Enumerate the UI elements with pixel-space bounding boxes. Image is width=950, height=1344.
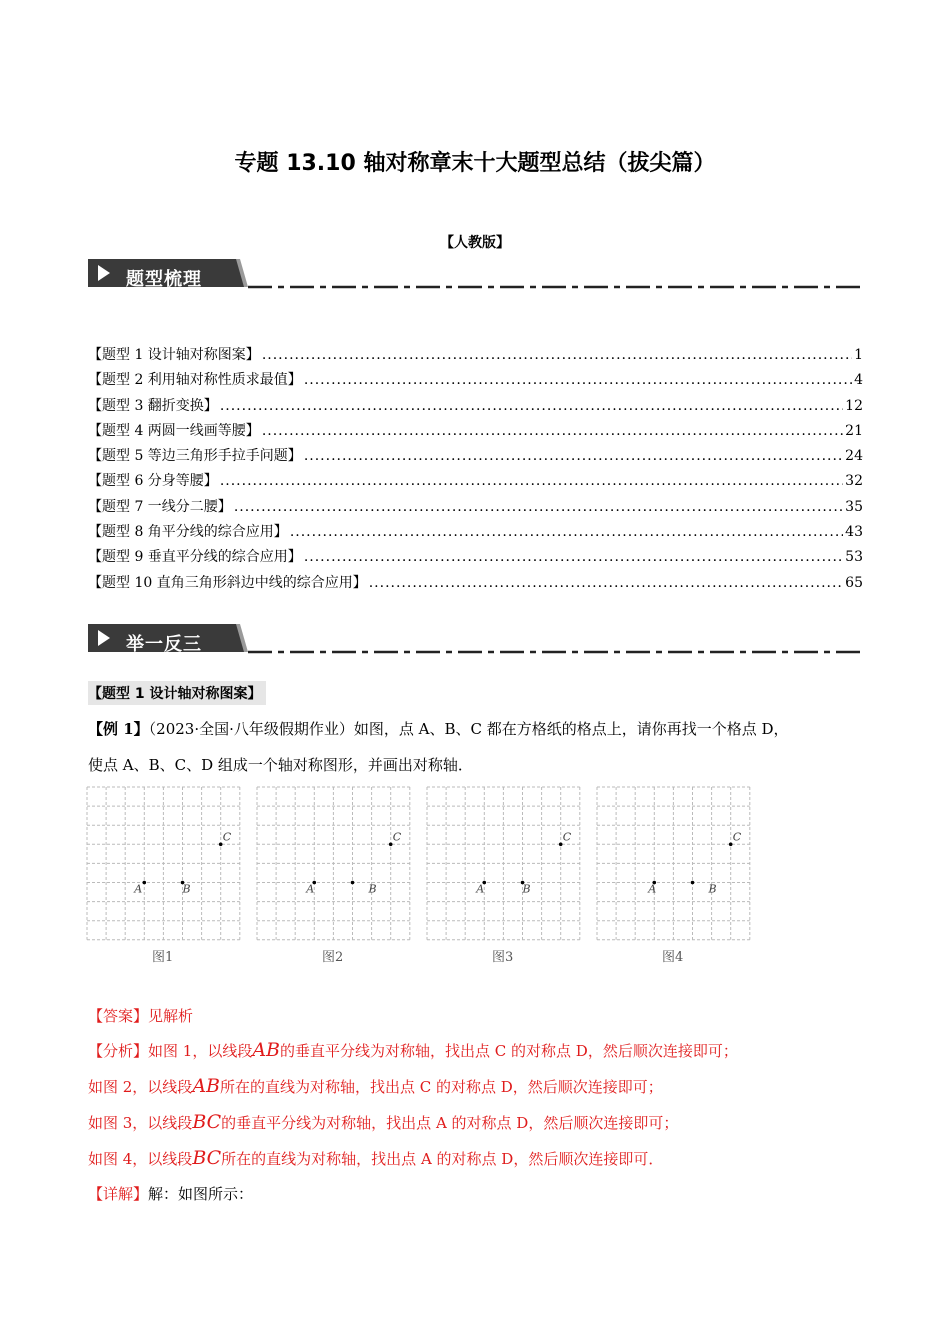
point-label: C: [732, 830, 742, 844]
point-label: A: [306, 882, 315, 896]
point-label: C: [222, 830, 232, 844]
point-label: A: [134, 882, 143, 896]
toc-item[interactable]: 【题型 10 直角三角形斜边中线的综合应用】 ..... 65: [88, 571, 863, 596]
grid-point: [691, 881, 695, 885]
grid-point: [143, 881, 147, 885]
toc-item[interactable]: 【题型 7 一线分二腰】 ..... 35: [88, 495, 863, 520]
analysis-line-2: 如图 2，以线段AB所在的直线为对称轴，找出点 C 的对称点 D，然后顺次连接即可；: [88, 1075, 663, 1097]
figure-caption: 图1: [152, 950, 174, 965]
edition-label: 【人教版】: [440, 235, 510, 251]
section-banner-overview: [88, 257, 863, 297]
answer-line: 【答案】见解析: [88, 1007, 194, 1025]
grid-point: [351, 881, 355, 885]
figure-caption: 图2: [322, 950, 344, 965]
toc-item[interactable]: 【题型 5 等边三角形手拉手问题】 ..... 24: [88, 444, 863, 469]
point-label: A: [648, 882, 657, 896]
figure-caption: 图3: [492, 950, 514, 965]
table-of-contents: [88, 343, 863, 596]
point-label: B: [708, 882, 717, 896]
toc-item[interactable]: 【题型 4 两圆一线画等腰】 ..... 21: [88, 419, 863, 444]
point-label: A: [476, 882, 485, 896]
grid-figures: [86, 786, 756, 976]
grid-figures-svg: [86, 786, 756, 946]
toc-item[interactable]: 【题型 2 利用轴对称性质求最值】 ..... 4: [88, 368, 863, 393]
analysis-line-4: 如图 4，以线段BC所在的直线为对称轴，找出点 A 的对称点 D，然后顺次连接即可．: [88, 1147, 664, 1169]
toc-item[interactable]: 【题型 8 角平分线的综合应用】 ..... 43: [88, 520, 863, 545]
example-line-1: 【例 1】（2023·全国·八年级假期作业）如图，点 A、B、C 都在方格纸的格点上，请你再找一个格点 D，: [88, 720, 789, 738]
point-label: B: [182, 882, 191, 896]
section-heading: 【题型 1 设计轴对称图案】: [88, 681, 266, 705]
analysis-line-1: 【分析】如图 1，以线段AB的垂直平分线为对称轴，找出点 C 的对称点 D，然后顺次连接即可；: [88, 1039, 738, 1061]
toc-item[interactable]: 【题型 9 垂直平分线的综合应用】 ..... 53: [88, 545, 863, 570]
banner-label: 题型梳理: [126, 269, 202, 290]
toc-item[interactable]: 【题型 1 设计轴对称图案】 ..... 1: [88, 343, 863, 368]
point-label: C: [562, 830, 572, 844]
point-label: C: [392, 830, 402, 844]
toc-item[interactable]: 【题型 3 翻折变换】 ..... 12: [88, 394, 863, 419]
banner-graphic: [88, 622, 863, 662]
detail-line: 【详解】解：如图所示：: [88, 1185, 254, 1203]
banner-label: 举一反三: [126, 634, 202, 655]
toc-item[interactable]: 【题型 6 分身等腰】 ..... 32: [88, 469, 863, 494]
point-label: B: [368, 882, 377, 896]
example-line-2: 使点 A、B、C、D 组成一个轴对称图形，并画出对称轴．: [88, 756, 473, 774]
section-banner-examples: [88, 622, 863, 662]
point-label: B: [522, 882, 531, 896]
page-title: 专题 13.10 轴对称章末十大题型总结（拔尖篇）: [234, 151, 716, 176]
analysis-line-3: 如图 3，以线段BC的垂直平分线为对称轴，找出点 A 的对称点 D，然后顺次连接即可；: [88, 1111, 679, 1133]
figure-caption: 图4: [662, 950, 684, 965]
banner-graphic: [88, 257, 863, 297]
